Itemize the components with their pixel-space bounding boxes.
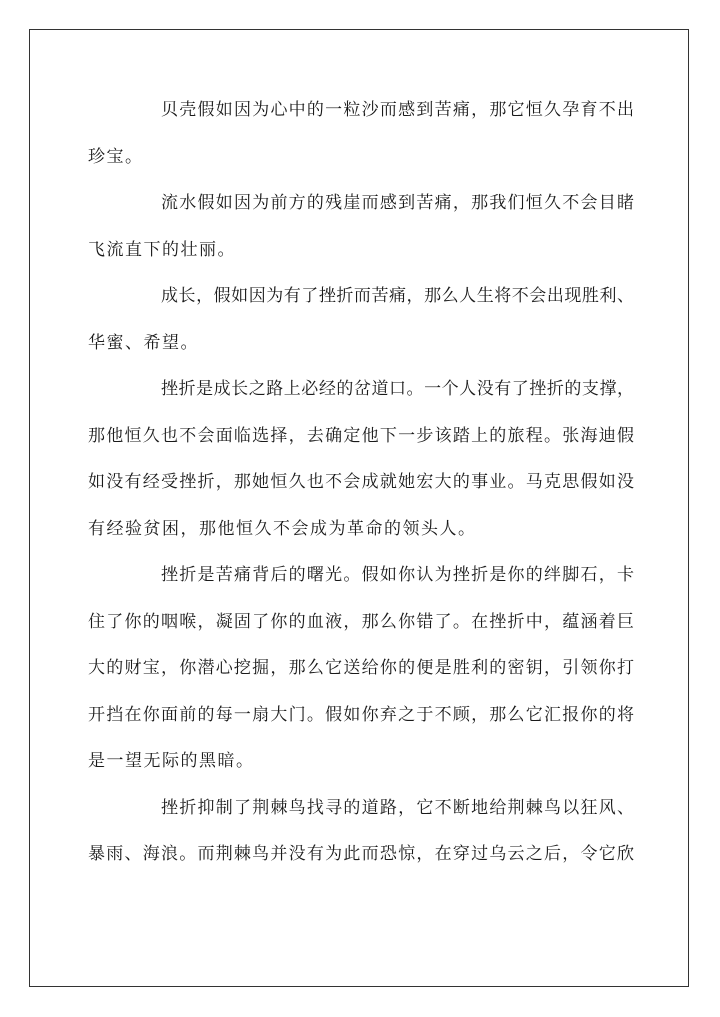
paragraph-5-line-3: 大的财宝，你潜心挖掘，那么它送给你的便是胜利的密钥，引领你打	[88, 658, 634, 678]
paragraph-1-line-1: 贝壳假如因为心中的一粒沙而感到苦痛，那它恒久孕育不出	[161, 100, 634, 120]
paragraph-4-line-3: 如没有经受挫折，那她恒久也不会成就她宏大的事业。马克思假如没	[88, 472, 634, 492]
paragraph-5-line-5: 是一望无际的黑暗。	[88, 751, 255, 771]
paragraph-5-line-2: 住了你的咽喉，凝固了你的血液，那么你错了。在挫折中，蕴涵着巨	[88, 611, 634, 632]
paragraph-4-line-4: 有经验贫困，那他恒久不会成为革命的领头人。	[88, 518, 477, 539]
paragraph-6-line-2: 暴雨、海浪。而荆棘鸟并没有为此而恐惊，在穿过乌云之后，令它欣	[88, 844, 634, 864]
paragraph-5-line-4: 开挡在你面前的每一扇大门。假如你弃之于不顾，那么它汇报你的将	[88, 704, 634, 725]
paragraph-2-line-1: 流水假如因为前方的残崖而感到苦痛，那我们恒久不会目睹	[161, 193, 634, 213]
paragraph-6-line-1: 挫折抑制了荆棘鸟找寻的道路，它不断地给荆棘鸟以狂风、	[161, 797, 634, 818]
paragraph-1-line-2: 珍宝。	[88, 146, 144, 167]
document-body	[88, 90, 634, 881]
paragraph-3-line-1: 成长，假如因为有了挫折而苦痛，那么人生将不会出现胜利、	[161, 286, 634, 306]
paragraph-3-line-2: 华蜜、希望。	[88, 332, 199, 353]
paragraph-2-line-2: 飞流直下的壮丽。	[88, 239, 236, 260]
paragraph-4-line-2: 那他恒久也不会面临选择，去确定他下一步该踏上的旅程。张海迪假	[88, 425, 634, 446]
paragraph-4-line-1: 挫折是成长之路上必经的岔道口。一个人没有了挫折的支撑，	[161, 379, 634, 399]
paragraph-5-line-1: 挫折是苦痛背后的曙光。假如你认为挫折是你的绊脚石，卡	[161, 565, 634, 585]
